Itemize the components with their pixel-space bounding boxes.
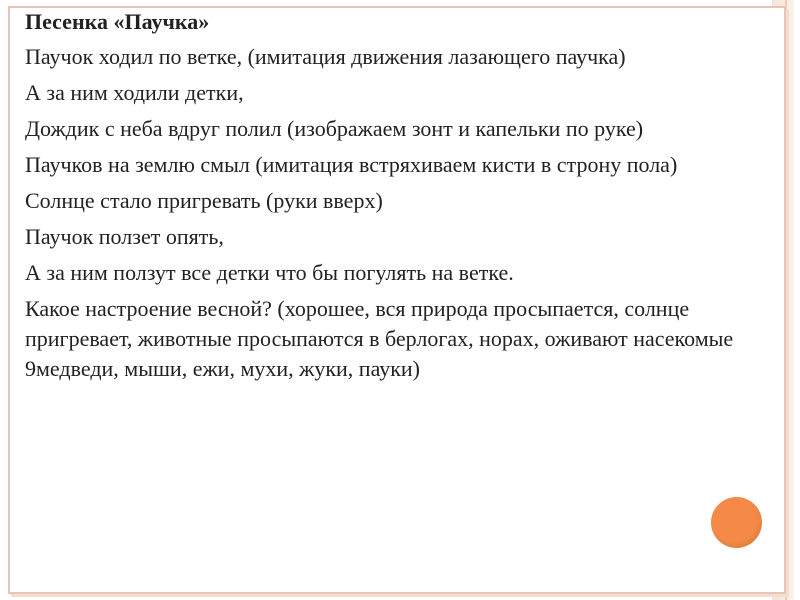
text-line: Паучок ходил по ветке, (имитация движения лазающего паучка) bbox=[25, 44, 626, 69]
text-line: Солнце стало пригревать (руки вверх) bbox=[25, 188, 383, 213]
text-line: Дождик с неба вдруг полил (изображаем зонт и капельки по руке) bbox=[25, 116, 644, 141]
decorative-circle bbox=[711, 497, 762, 548]
text-paragraph: Какое настроение весной? (хорошее, вся природа просыпается, солнце пригревает, животные просыпаются в берлогах, норах, оживают насекомые 9медведи, мыши, ежи, мухи, жуки, пауки) bbox=[25, 296, 734, 381]
text-line: А за ним ходили детки, bbox=[25, 80, 244, 105]
slide-title: Песенка «Паучка» bbox=[25, 9, 210, 34]
text-line: Паучков на землю смыл (имитация встряхиваем кисти в строну пола) bbox=[25, 152, 678, 177]
text-line: Паучок ползет опять, bbox=[25, 224, 224, 249]
text-line: А за ним ползут все детки что бы погулять на ветке. bbox=[25, 260, 514, 285]
slide-content bbox=[25, 8, 765, 388]
